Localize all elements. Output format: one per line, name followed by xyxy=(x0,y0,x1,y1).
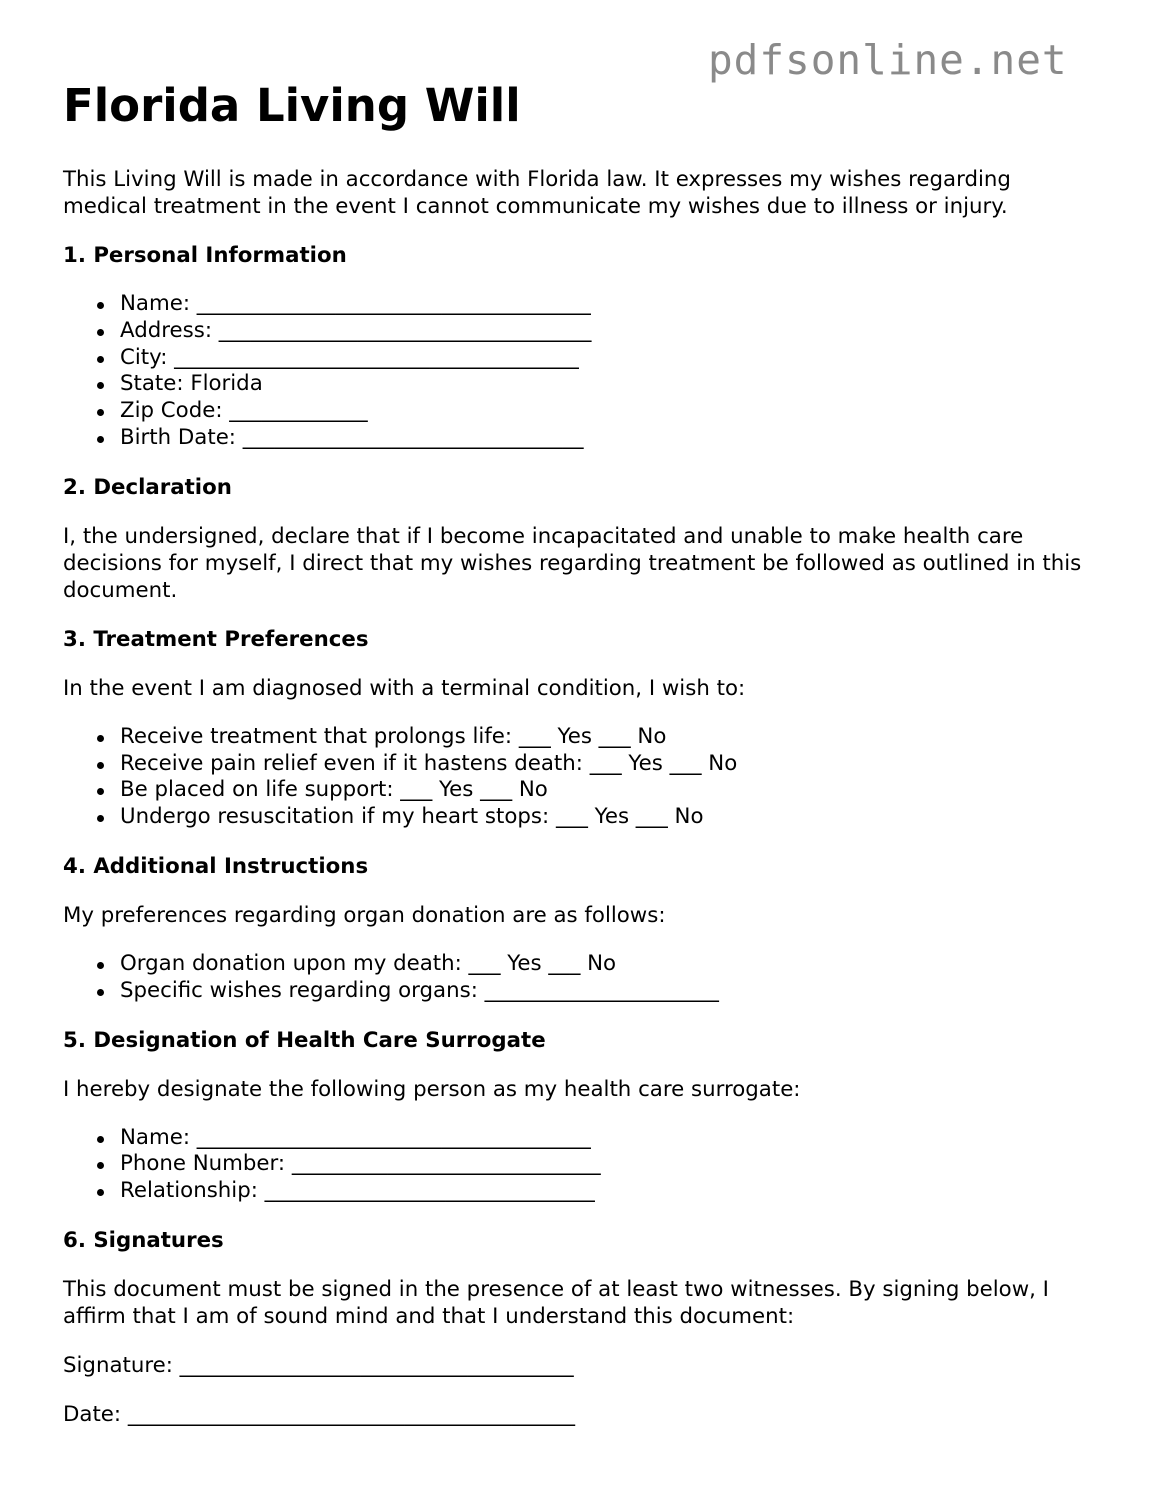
signatures-paragraph: This document must be signed in the presence of at least two witnesses. By signing below, I affirm that I am of sound mind and that I understand this document: xyxy=(63,1276,1049,1329)
treatment-resuscitation[interactable]: Undergo resuscitation if my heart stops: ___ Yes ___ No xyxy=(120,804,1093,831)
section-heading-signatures: 6. Signatures xyxy=(63,1227,224,1253)
surrogate-relationship-field[interactable]: Relationship: _______________________________ xyxy=(120,1178,1093,1205)
field-state: State: Florida xyxy=(120,371,1093,398)
declaration-paragraph: I, the undersigned, declare that if I become incapacitated and unable to make health care decisions for myself, I direct that my wishes regarding treatment be followed as outlined in this document. xyxy=(63,523,1082,603)
surrogate-name-field[interactable]: Name: _____________________________________ xyxy=(120,1125,1093,1152)
organ-wishes-field[interactable]: Specific wishes regarding organs: ______________________ xyxy=(120,978,1093,1005)
field-address[interactable]: Address: ___________________________________ xyxy=(120,318,1093,345)
section-heading-personal: 1. Personal Information xyxy=(63,243,347,268)
document-content xyxy=(63,166,1093,1450)
intro-paragraph: This Living Will is made in accordance with Florida law. It expresses my wishes regarding medical treatment in the event I cannot communicate my wishes due to illness or injury. xyxy=(63,167,1011,219)
treatment-list xyxy=(63,724,1093,831)
additional-intro: My preferences regarding organ donation are as follows: xyxy=(63,902,666,928)
section-heading-declaration: 2. Declaration xyxy=(63,474,232,500)
section-heading-surrogate: 5. Designation of Health Care Surrogate xyxy=(63,1027,546,1053)
field-city[interactable]: City: ______________________________________ xyxy=(120,345,1093,372)
section-heading-treatment: 3. Treatment Preferences xyxy=(63,626,369,652)
additional-list xyxy=(63,951,1093,1005)
treatment-intro: In the event I am diagnosed with a terminal condition, I wish to: xyxy=(63,675,746,701)
section-heading-additional: 4. Additional Instructions xyxy=(63,853,369,879)
date-line[interactable]: Date: __________________________________________ xyxy=(63,1401,576,1427)
treatment-life-support[interactable]: Be placed on life support: ___ Yes ___ No xyxy=(120,777,1093,804)
treatment-prolong-life[interactable]: Receive treatment that prolongs life: ___ Yes ___ No xyxy=(120,724,1093,751)
watermark: pdfsonline.net xyxy=(708,36,1068,84)
field-name[interactable]: Name: _____________________________________ xyxy=(120,291,1093,318)
organ-donation-choice[interactable]: Organ donation upon my death: ___ Yes ___ No xyxy=(120,951,1093,978)
surrogate-intro: I hereby designate the following person as my health care surrogate: xyxy=(63,1076,801,1102)
field-birth-date[interactable]: Birth Date: ________________________________ xyxy=(120,425,1093,452)
surrogate-list xyxy=(63,1125,1093,1205)
surrogate-phone-field[interactable]: Phone Number: _____________________________ xyxy=(120,1151,1093,1178)
treatment-pain-relief[interactable]: Receive pain relief even if it hastens death: ___ Yes ___ No xyxy=(120,751,1093,778)
document-title: Florida Living Will xyxy=(63,79,521,132)
personal-info-list xyxy=(63,291,1093,452)
field-zip-code[interactable]: Zip Code: _____________ xyxy=(120,398,1093,425)
signature-line[interactable]: Signature: _____________________________________ xyxy=(63,1352,574,1378)
